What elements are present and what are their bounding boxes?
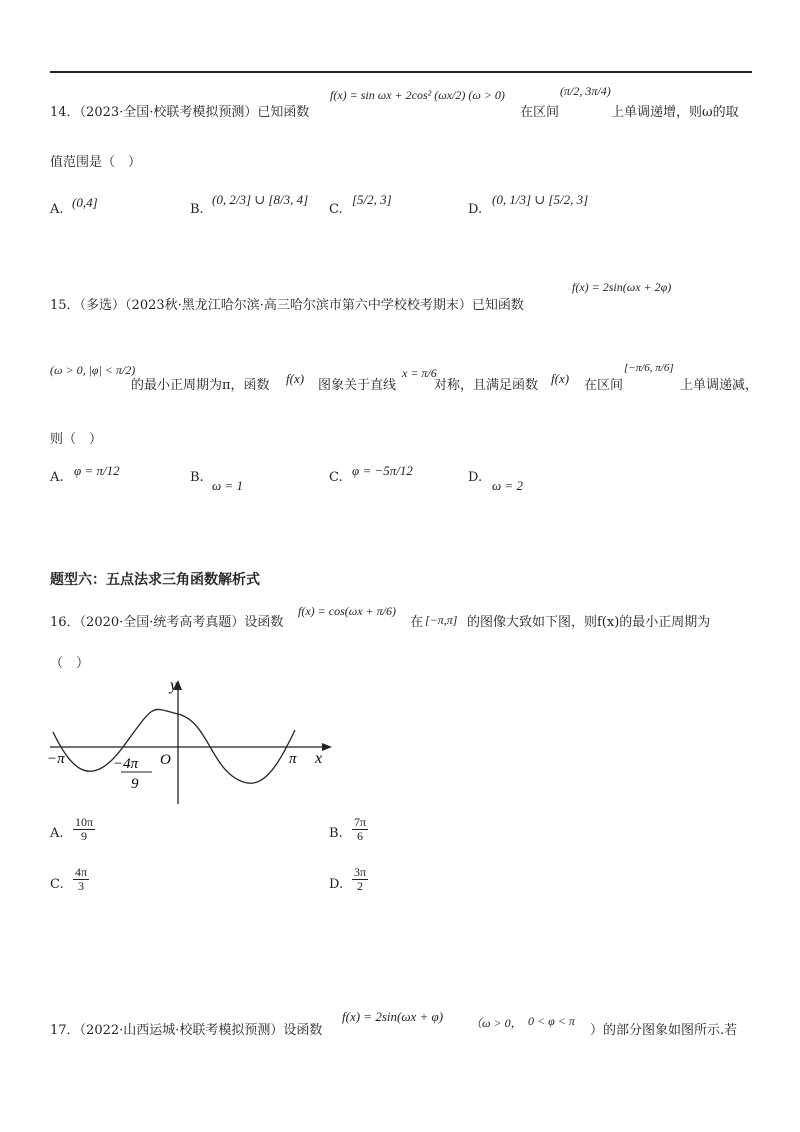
q14-option-d-value: (0, 1/3] ∪ [5/2, 3]	[492, 192, 589, 207]
q17-condition-2: 0 < φ < π	[528, 1014, 575, 1028]
q16-option-d-den: 2	[357, 879, 364, 893]
q16-option-a-num: 10π	[75, 815, 94, 829]
left-tick-label: −π	[47, 751, 65, 767]
q14-option-b-value: (0, 2/3] ∪ [8/3, 4]	[212, 192, 309, 207]
cosine-curve	[53, 709, 295, 783]
q16-option-b-value	[352, 816, 368, 843]
q16-option-d-num: 3π	[354, 865, 367, 879]
q15-option-b-value: ω = 1	[212, 478, 243, 493]
q14-option-d-label: D.	[468, 202, 483, 217]
top-rule	[50, 71, 752, 73]
q15-stem-a: 15．（多选）（2023秋·黑龙江哈尔滨·高三哈尔滨市第六中学校校考期末）已知函数	[50, 298, 524, 313]
q16-stem-d: （ ）	[50, 656, 90, 671]
q17-function: f(x) = 2sin(ωx + φ)	[342, 1009, 444, 1024]
q14-option-a-label: A.	[50, 202, 64, 217]
x-axis-label: x	[315, 750, 323, 767]
q14-option-c-value: [5/2, 3]	[352, 192, 392, 207]
q16-option-c-den: 3	[78, 879, 85, 893]
q14-stem-d: 值范围是（ ）	[50, 155, 142, 170]
q14-function: f(x) = sin ωx + 2cos² (ωx/2) (ω > 0)	[330, 88, 505, 102]
right-tick-label: π	[289, 751, 297, 767]
section-heading: 题型六：五点法求三角函数解析式	[50, 572, 260, 588]
q15-stem-c: 图象关于直线	[318, 378, 397, 393]
q15-function: f(x) = 2sin(ωx + 2φ)	[572, 280, 672, 294]
q16-option-a-label: A.	[50, 826, 64, 841]
q16-option-a-value	[73, 816, 95, 843]
q16-option-b-den: 6	[357, 829, 364, 843]
q16-option-b-label: B.	[329, 826, 343, 841]
q16-stem-b: 在	[410, 615, 424, 630]
q14-interval: (π/2, 3π/4)	[560, 84, 611, 98]
q16-option-c-label: C.	[50, 877, 64, 892]
q14-stem-b: 在区间	[520, 105, 560, 120]
q15-stem-b: 的最小正周期为π，函数	[131, 378, 270, 393]
q15-fx-2: f(x)	[551, 371, 570, 386]
q15-stem-e: 在区间	[584, 378, 624, 393]
q16-option-c-num: 4π	[75, 865, 88, 879]
q15-interval: [−π/6, π/6]	[624, 362, 674, 374]
q15-stem-g: 则（ ）	[50, 432, 103, 447]
q15-option-a-value: φ = π/12	[74, 463, 120, 478]
q15-line: x = π/6	[402, 366, 437, 380]
origin-label: O	[160, 752, 171, 768]
q16-option-b-num: 7π	[354, 815, 367, 829]
q14-stem-a: 14．（2023·全国·校联考模拟预测）已知函数	[50, 105, 310, 120]
q16-option-d-value	[352, 866, 368, 893]
q16-interval: [−π,π]	[425, 613, 458, 627]
q16-option-c-value	[73, 866, 89, 893]
q16-option-d-label: D.	[329, 877, 344, 892]
q15-fx: f(x)	[286, 371, 305, 386]
q14-option-b-label: B.	[190, 202, 204, 217]
q16-stem-c: 的图像大致如下图，则f(x)的最小正周期为	[467, 615, 711, 630]
q15-option-d-value: ω = 2	[492, 478, 523, 493]
q16-cosine-graph	[45, 672, 345, 812]
q15-stem-d: 对称，且满足函数	[434, 378, 539, 393]
q15-condition: (ω > 0, |φ| < π/2)	[50, 363, 136, 377]
q15-option-b-label: B.	[190, 470, 204, 485]
q16-function: f(x) = cos(ωx + π/6)	[298, 604, 396, 618]
q15-option-d-label: D.	[468, 470, 483, 485]
zero-label-denominator: 9	[131, 776, 139, 792]
q16-stem-a: 16．（2020·全国·统考高考真题）设函数	[50, 615, 284, 630]
zero-label-numerator: −4π	[113, 756, 139, 772]
q16-option-a-den: 9	[81, 829, 88, 843]
q17-stem-a: 17．（2022·山西运城·校联考模拟预测）设函数	[50, 1023, 323, 1038]
q15-option-c-label: C.	[329, 470, 343, 485]
q14-option-a-value: (0,4]	[72, 195, 98, 210]
q17-condition-1: （ω > 0，	[470, 1016, 523, 1030]
q15-option-a-label: A.	[50, 470, 64, 485]
q17-stem-b: ）的部分图象如图所示.若	[590, 1023, 738, 1038]
q15-stem-f: 上单调递减，	[680, 378, 759, 393]
q14-option-c-label: C.	[329, 202, 343, 217]
y-axis-label: y	[170, 677, 178, 694]
q15-option-c-value: φ = −5π/12	[352, 463, 413, 478]
x-axis-arrow	[322, 743, 332, 751]
q14-stem-c: 上单调递增，则ω的取	[611, 105, 739, 120]
